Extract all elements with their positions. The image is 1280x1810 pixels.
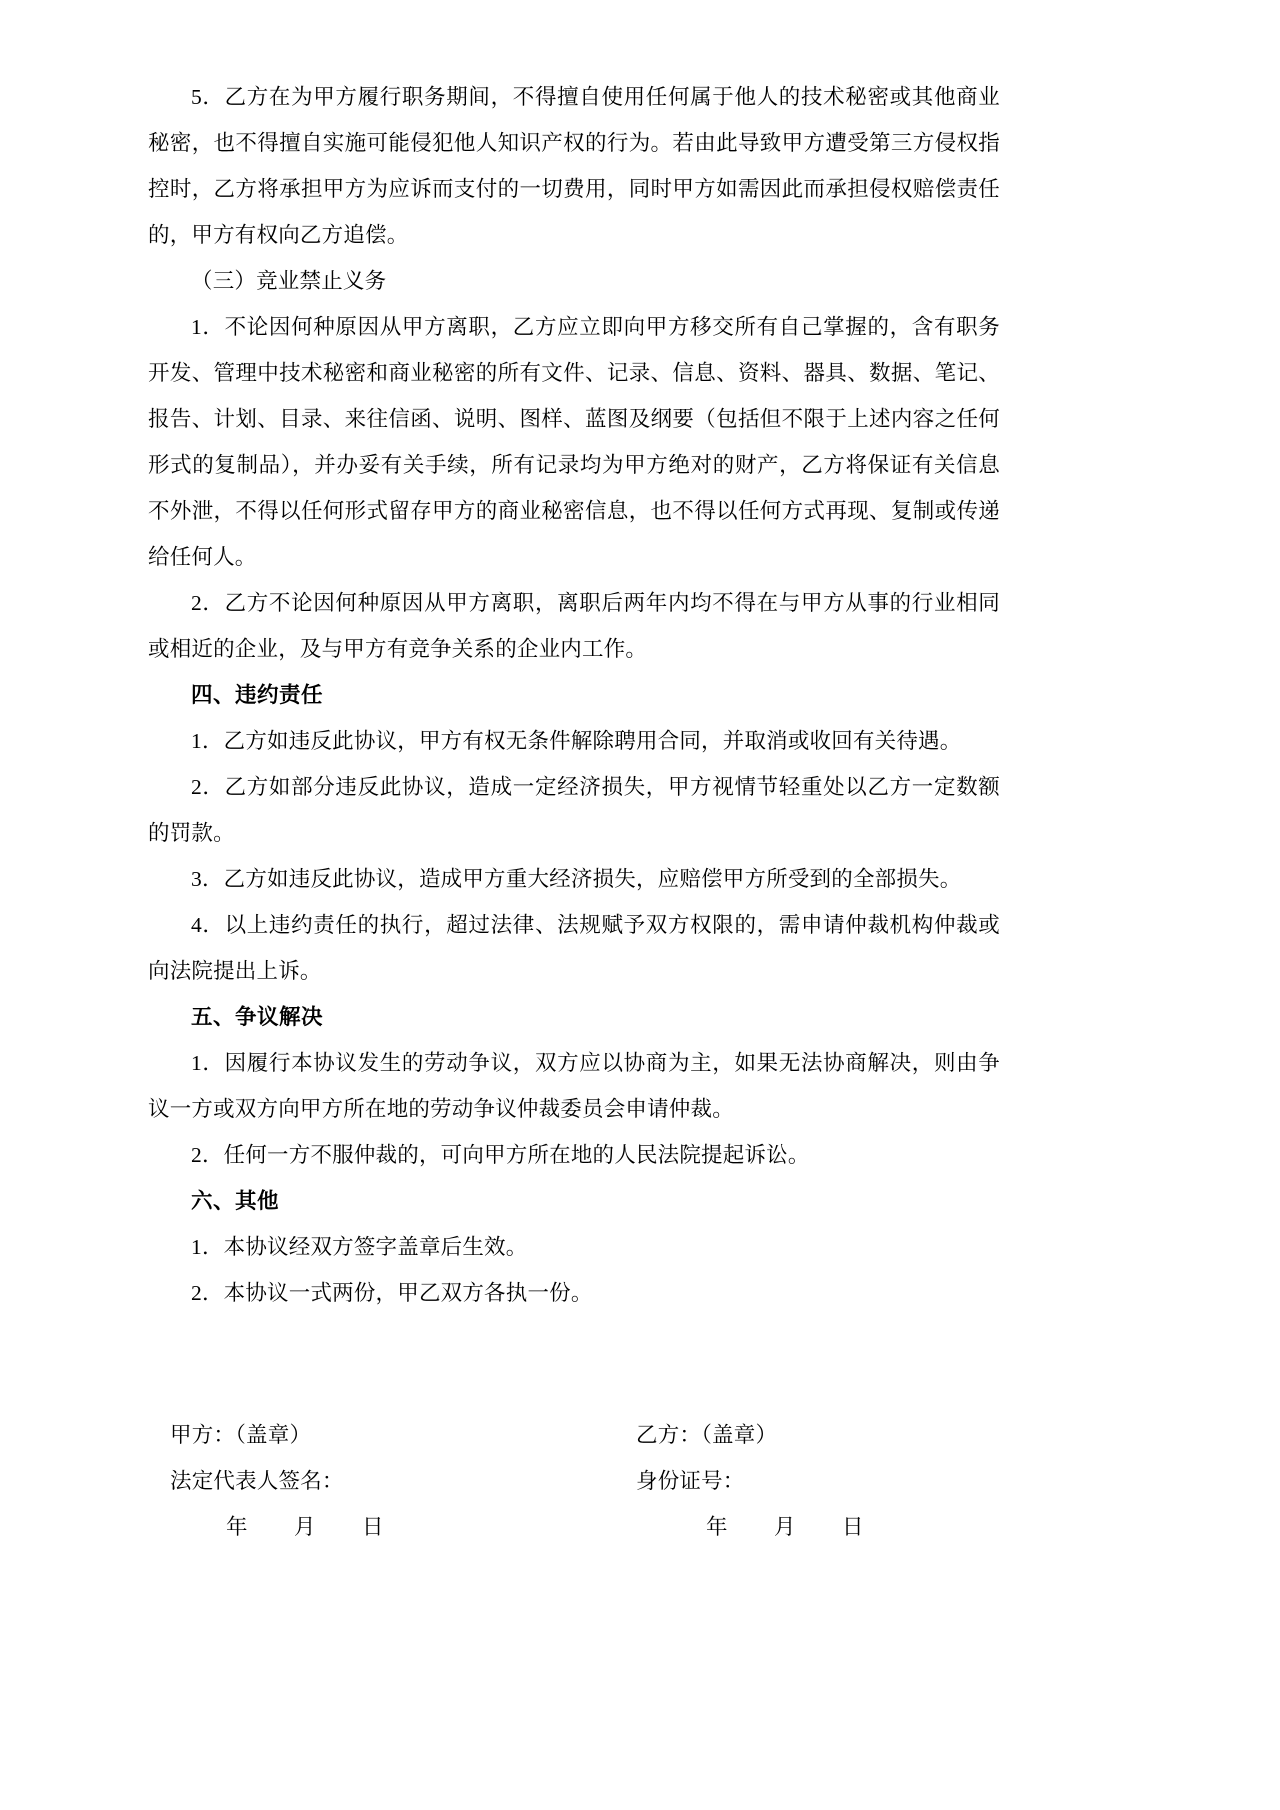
party-b-seal-label: 乙方：（盖章）	[636, 1423, 778, 1447]
paragraph-clause-4-4: 4．以上违约责任的执行，超过法律、法规赋予双方权限的，需申请仲裁机构仲裁或向法院提出上诉。	[148, 913, 1000, 983]
signature-row-names	[148, 1458, 1000, 1504]
party-b-date-indent	[628, 1504, 706, 1550]
signature-row-dates	[148, 1504, 1000, 1550]
paragraph-clause-6-1: 1．本协议经双方签字盖章后生效。	[191, 1235, 528, 1259]
heading-section-six: 六、其他	[191, 1189, 280, 1213]
paragraph-clause-6-2: 2．本协议一式两份，甲乙双方各执一份。	[191, 1281, 593, 1305]
party-a-day-label: 日	[362, 1515, 384, 1539]
party-a-date-indent	[148, 1504, 226, 1550]
party-a-date-line	[148, 1504, 628, 1550]
subheading-non-compete: （三）竞业禁止义务	[191, 269, 387, 293]
party-a-year-label: 年	[226, 1515, 248, 1539]
party-b-id-number-label: 身份证号：	[636, 1469, 745, 1493]
party-b-year-label: 年	[706, 1515, 728, 1539]
signature-row-parties	[148, 1412, 1000, 1458]
signature-block	[148, 1412, 1000, 1550]
paragraph-clause-3-1: 1．不论因何种原因从甲方离职，乙方应立即向甲方移交所有自己掌握的，含有职务开发、管理中技术秘密和商业秘密的所有文件、记录、信息、资料、器具、数据、笔记、报告、计划、目录、来往信函、说明、图样、蓝图及纲要（包括但不限于上述内容之任何形式的复制品），并办妥有关手续，所有记录均为甲方绝对的财产，乙方将保证有关信息不外泄，不得以任何形式留存甲方的商业秘密信息，也不得以任何方式再现、复制或传递给任何人。	[148, 315, 1000, 569]
paragraph-clause-2-5: 5．乙方在为甲方履行职务期间，不得擅自使用任何属于他人的技术秘密或其他商业秘密，也不得擅自实施可能侵犯他人知识产权的行为。若由此导致甲方遭受第三方侵权指控时，乙方将承担甲方为应诉而支付的一切费用，同时甲方如需因此而承担侵权赔偿责任的，甲方有权向乙方追偿。	[148, 85, 1000, 247]
heading-section-five: 五、争议解决	[191, 1005, 324, 1029]
document-body	[148, 74, 1000, 1316]
party-a-seal-label: 甲方：（盖章）	[170, 1423, 312, 1447]
paragraph-clause-5-2: 2．任何一方不服仲裁的，可向甲方所在地的人民法院提起诉讼。	[191, 1143, 810, 1167]
party-b-date-line	[628, 1504, 1000, 1550]
paragraph-clause-4-2: 2．乙方如部分违反此协议，造成一定经济损失，甲方视情节轻重处以乙方一定数额的罚款。	[148, 775, 1000, 845]
party-b-month-label: 月	[774, 1515, 796, 1539]
paragraph-clause-5-1: 1．因履行本协议发生的劳动争议，双方应以协商为主，如果无法协商解决，则由争议一方或双方向甲方所在地的劳动争议仲裁委员会申请仲裁。	[148, 1051, 1000, 1121]
paragraph-clause-3-2: 2．乙方不论因何种原因从甲方离职，离职后两年内均不得在与甲方从事的行业相同或相近的企业，及与甲方有竞争关系的企业内工作。	[148, 591, 1000, 661]
paragraph-clause-4-1: 1．乙方如违反此协议，甲方有权无条件解除聘用合同，并取消或收回有关待遇。	[191, 729, 962, 753]
party-a-representative-label: 法定代表人签名：	[170, 1469, 344, 1493]
heading-section-four: 四、违约责任	[191, 683, 324, 707]
party-a-month-label: 月	[294, 1515, 316, 1539]
paragraph-clause-4-3: 3．乙方如违反此协议，造成甲方重大经济损失，应赔偿甲方所受到的全部损失。	[191, 867, 962, 891]
party-b-day-label: 日	[842, 1515, 864, 1539]
